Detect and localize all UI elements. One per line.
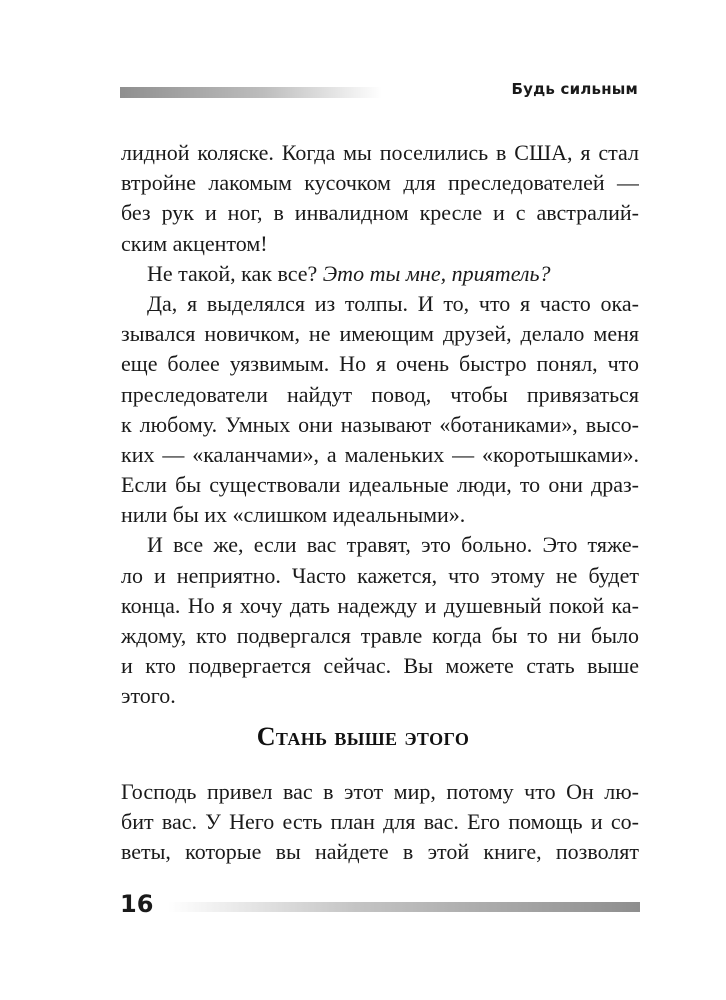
question-italic-text: Это ты мне, приятель? <box>322 260 551 286</box>
text-line: ких — «каланчами», а маленьких — «коротышками». <box>121 441 639 467</box>
paragraph-question <box>121 259 639 289</box>
text-line: втройне лакомым кусочком для преследователей — <box>121 170 639 196</box>
section-heading: Стань выше этого <box>256 722 470 751</box>
text-line: ским акцентом! <box>121 230 268 256</box>
text-line: ло и неприятно. Часто кажется, что этому не будет <box>121 562 639 588</box>
paragraph-god-loves-you <box>121 777 639 868</box>
body-text-lower <box>121 777 639 868</box>
text-line: еще более уязвимым. Но я очень быстро понял, что <box>121 351 639 377</box>
question-plain-text: Не такой, как все? <box>147 260 323 286</box>
text-line: И все же, если вас травят, это больно. Это тяже- <box>147 532 639 558</box>
text-line: без рук и ног, в инвалидном кресле и с австралий- <box>121 200 639 226</box>
header-decor-bar <box>120 87 382 98</box>
text-line: этого. <box>121 683 176 709</box>
page-number: 16 <box>120 890 154 918</box>
text-line: лидной коляске. Когда мы поселились в США, я стал <box>121 140 639 165</box>
text-line: Да, я выделялся из толпы. И то, что я часто ока- <box>147 290 639 316</box>
text-line: зывался новичком, не имеющим друзей, делало меня <box>121 321 639 347</box>
text-line: к любому. Умных они называют «ботаниками», высо- <box>121 411 639 437</box>
text-line: преследователи найдут повод, чтобы привязаться <box>121 381 639 407</box>
text-line: Если бы существовали идеальные люди, то они драз- <box>121 472 639 498</box>
paragraph-stand-out <box>121 289 639 531</box>
text-line: веты, которые вы найдете в этой книге, позволят <box>121 839 639 865</box>
text-line: нили бы их «слишком идеальными». <box>121 502 466 528</box>
paragraph-continued <box>121 138 639 259</box>
text-line: бит вас. У Него есть план для вас. Его помощь и со- <box>121 809 639 835</box>
text-line: Господь привел вас в этот мир, потому что Он лю- <box>121 779 639 804</box>
text-line: ждому, кто подвергался травле когда бы то ни было <box>121 623 639 648</box>
text-line: конца. Но я хочу дать надежду и душевный покой ка- <box>121 592 639 618</box>
text-line: и кто подвергается сейчас. Вы можете стать выше <box>121 653 639 679</box>
body-text-upper <box>121 138 639 712</box>
paragraph-it-hurts <box>121 530 639 711</box>
running-head-title: Будь сильным <box>511 80 638 98</box>
footer-decor-bar <box>168 902 640 912</box>
